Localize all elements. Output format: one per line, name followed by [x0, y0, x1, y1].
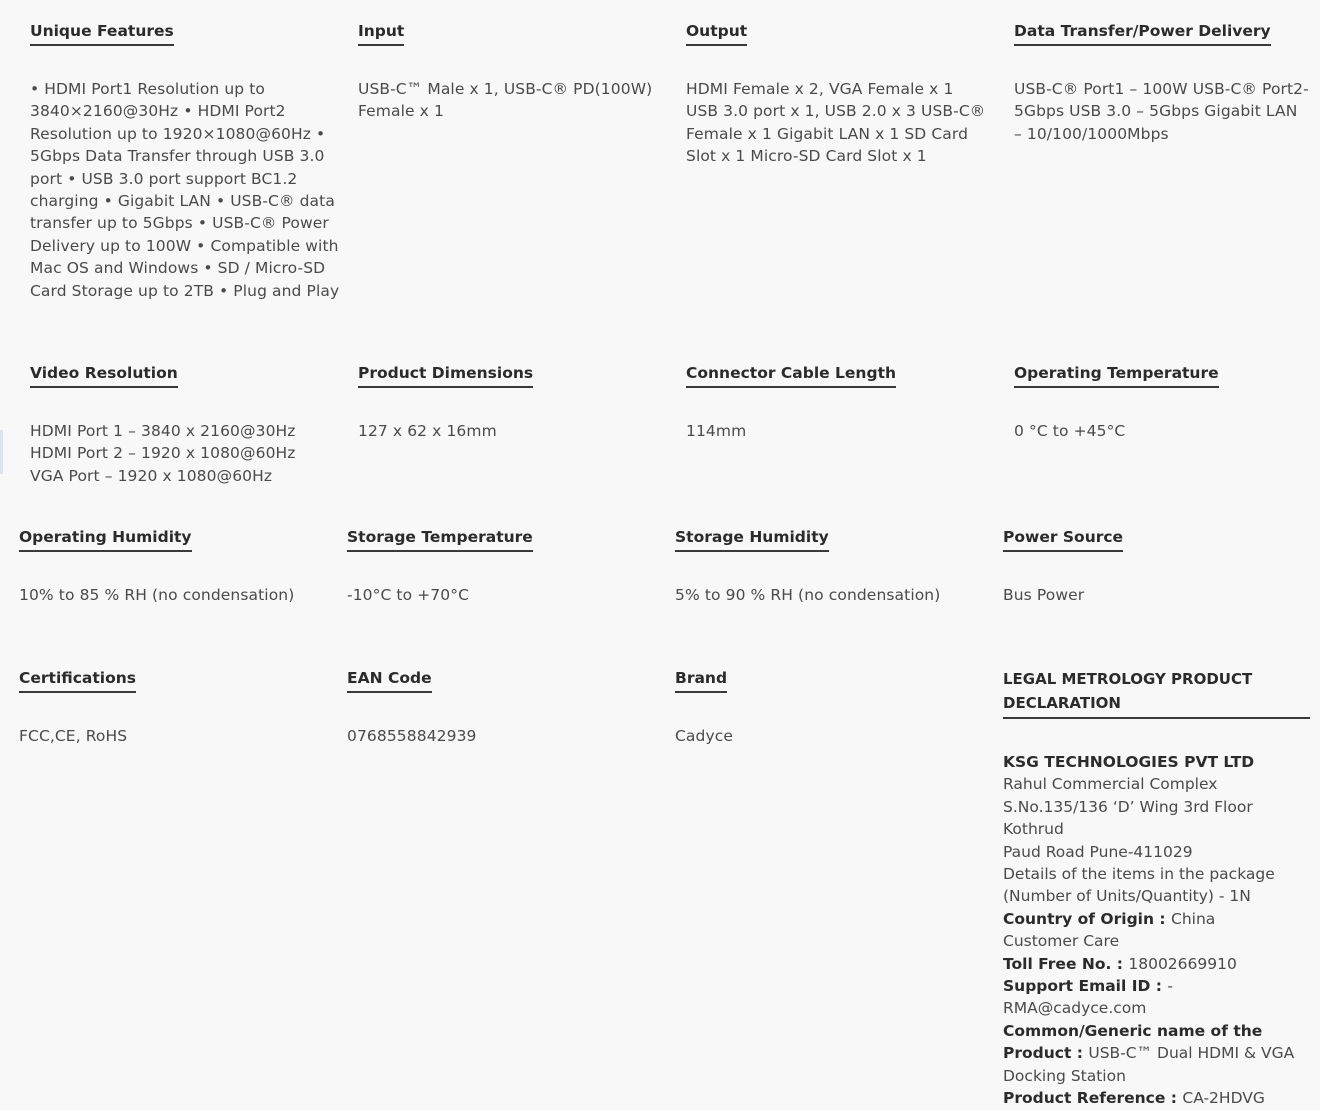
spec-product-dimensions [358, 362, 658, 442]
origin-value: China [1171, 909, 1216, 928]
spec-cable-length [686, 362, 986, 442]
spec-heading: Product Dimensions [358, 362, 533, 388]
spec-heading: EAN Code [347, 667, 432, 693]
spec-heading: Input [358, 20, 404, 46]
legal-body [1003, 751, 1310, 1110]
spec-heading: Data Transfer/Power Delivery [1014, 20, 1271, 46]
spec-value: Bus Power [1003, 586, 1085, 604]
spec-heading: Certifications [19, 667, 136, 693]
email-label: Support Email ID : [1003, 977, 1168, 996]
spec-input [358, 20, 658, 123]
support-email [1003, 975, 1310, 1020]
spec-heading: Unique Features [30, 20, 174, 46]
country-of-origin [1003, 908, 1310, 930]
spec-unique-features [30, 20, 340, 302]
origin-label: Country of Origin : [1003, 909, 1172, 928]
spec-value: 114mm [686, 422, 747, 440]
spec-value: Cadyce [675, 727, 733, 745]
spec-ean-code [347, 667, 647, 747]
spec-heading: Output [686, 20, 747, 46]
spec-video-resolution [30, 362, 330, 487]
spec-value: • HDMI Port1 Resolution up to 3840×2160@30Hz • HDMI Port2 Resolution up to 1920×1080@60Hz • 5Gbps Data Transfer through USB 3.0 port • USB 3.0 port support BC1.2 charging • Gigabit LAN • USB-C® data transfer up to 5Gbps • USB-C® Power Delivery up to 100W • Compatible with Mac OS and Windows • SD / Micro-SD Card Storage up to 2TB • Plug and Play [30, 80, 340, 300]
address-line: Rahul Commercial Complex [1003, 775, 1218, 794]
generic-value: USB-C™ Dual HDMI & VGA Docking Station [1003, 1044, 1295, 1085]
ref-value: CA-2HDVG [1182, 1089, 1265, 1108]
spec-storage-temperature [347, 526, 647, 606]
toll-label: Toll Free No. : [1003, 954, 1129, 973]
spec-data-transfer [1014, 20, 1310, 145]
spec-power-source [1003, 526, 1303, 606]
address-line: Paud Road Pune-411029 [1003, 842, 1193, 861]
ref-label: Product Reference : [1003, 1089, 1183, 1108]
email-value: - RMA@cadyce.com [1003, 977, 1173, 1018]
spec-value: USB-C™ Male x 1, USB-C® PD(100W) Female x 1 [358, 80, 653, 121]
spec-value: 10% to 85 % RH (no condensation) [19, 586, 295, 604]
spec-value: 127 x 62 x 16mm [358, 422, 497, 440]
spec-operating-temperature [1014, 362, 1310, 442]
spec-heading: Storage Temperature [347, 526, 533, 552]
legal-metrology-declaration [1003, 667, 1310, 1110]
spec-storage-humidity [675, 526, 985, 606]
spec-heading: Operating Temperature [1014, 362, 1219, 388]
toll-value: 18002669910 [1128, 954, 1237, 973]
spec-value: 0 °C to +45°C [1014, 422, 1126, 440]
spec-value: 5% to 90 % RH (no condensation) [675, 586, 941, 604]
spec-value: -10°C to +70°C [347, 586, 469, 604]
spec-value: HDMI Female x 2, VGA Female x 1 USB 3.0 port x 1, USB 2.0 x 3 USB-C® Female x 1 Gigabit LAN x 1 SD Card Slot x 1 Micro-SD Card Slot x 1 [686, 80, 986, 166]
spec-heading: Video Resolution [30, 362, 178, 388]
spec-value: 0768558842939 [347, 727, 477, 745]
spec-heading: Operating Humidity [19, 526, 192, 552]
customer-care: Customer Care [1003, 932, 1120, 951]
product-reference [1003, 1087, 1310, 1109]
generic-label: Common/Generic name of the Product : [1003, 1021, 1263, 1063]
address-line: S.No.135/136 ‘D’ Wing 3rd Floor Kothrud [1003, 797, 1253, 839]
legal-heading: LEGAL METROLOGY PRODUCT DECLARATION [1003, 667, 1310, 719]
spec-value: USB-C® Port1 – 100W USB-C® Port2-5Gbps USB 3.0 – 5Gbps Gigabit LAN – 10/100/1000Mbps [1014, 80, 1309, 143]
spec-heading: Connector Cable Length [686, 362, 896, 388]
spec-heading: Power Source [1003, 526, 1123, 552]
package-line: Details of the items in the package [1003, 865, 1275, 884]
generic-name [1003, 1020, 1310, 1087]
company-name: KSG TECHNOLOGIES PVT LTD [1003, 753, 1255, 771]
spec-value: FCC,CE, RoHS [19, 727, 128, 745]
spec-heading: Storage Humidity [675, 526, 829, 552]
toll-free [1003, 953, 1310, 975]
spec-output [686, 20, 990, 168]
spec-heading: Brand [675, 667, 727, 693]
package-line: (Number of Units/Quantity) - 1N [1003, 887, 1251, 906]
spec-brand [675, 667, 975, 747]
spec-value: HDMI Port 1 – 3840 x 2160@30Hz HDMI Port 2 – 1920 x 1080@60Hz VGA Port – 1920 x 1080@60Hz [30, 422, 296, 485]
spec-operating-humidity [19, 526, 329, 606]
left-edge-marker [0, 430, 3, 474]
spec-certifications [19, 667, 319, 747]
